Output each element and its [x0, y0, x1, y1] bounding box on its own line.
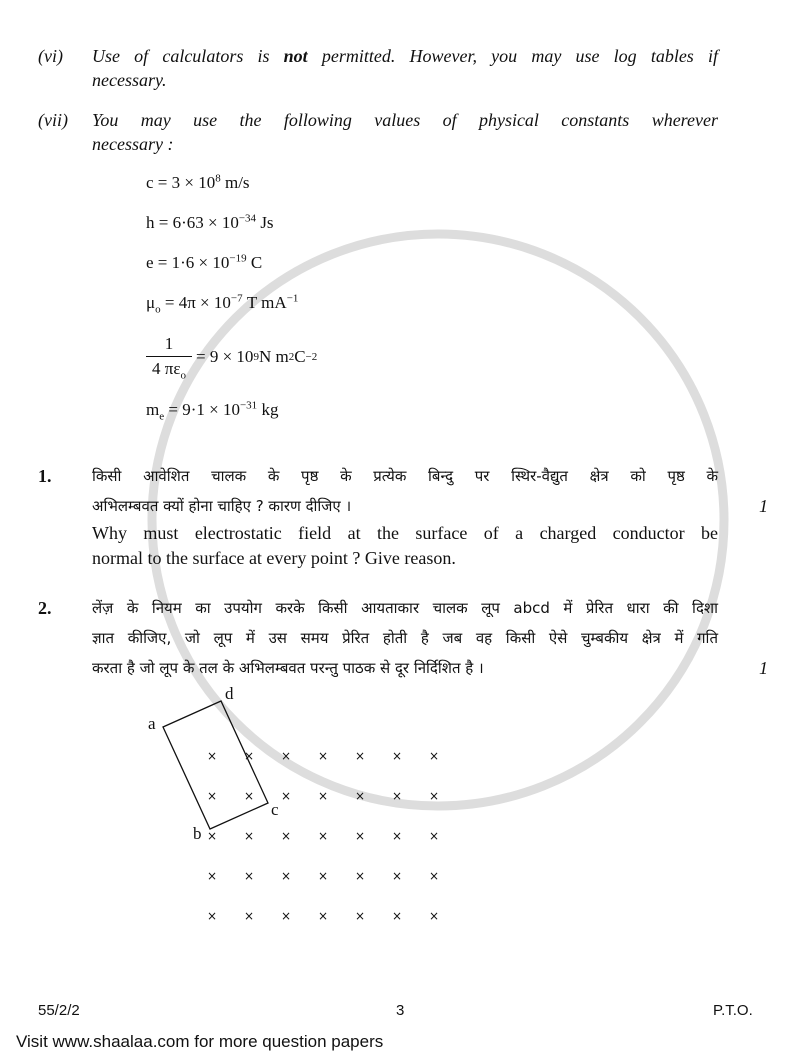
- constants-list: [146, 172, 768, 421]
- field-cross: ×: [354, 749, 366, 763]
- field-cross: ×: [391, 829, 403, 843]
- field-cross: ×: [280, 829, 292, 843]
- field-cross: ×: [317, 909, 329, 923]
- field-cross: ×: [428, 869, 440, 883]
- field-cross: ×: [206, 869, 218, 883]
- question-text-hindi: करता है जो लूप के तल के अभिलम्बवत परन्तु पाठक से दूर निर्दिशित है ।: [92, 659, 484, 677]
- field-cross: ×: [206, 909, 218, 923]
- field-cross: ×: [280, 789, 292, 803]
- question-1: [38, 461, 768, 571]
- field-cross: ×: [428, 789, 440, 803]
- field-cross: ×: [317, 789, 329, 803]
- field-cross: ×: [206, 829, 218, 843]
- field-cross: ×: [391, 789, 403, 803]
- paper-code: 55/2/2: [38, 1002, 80, 1019]
- question-2: [38, 593, 768, 683]
- page-number: 3: [396, 1002, 405, 1019]
- field-cross: ×: [206, 789, 218, 803]
- page-content: [38, 44, 768, 931]
- marks: 1: [759, 496, 768, 516]
- field-cross: ×: [243, 909, 255, 923]
- field-cross: ×: [280, 909, 292, 923]
- label-b: b: [193, 824, 202, 843]
- field-cross: ×: [428, 909, 440, 923]
- instruction-vi-line2: necessary.: [92, 70, 167, 90]
- field-cross: ×: [317, 829, 329, 843]
- field-cross: ×: [317, 869, 329, 883]
- constant-h: $h = 6\cdot 63 \times 10^{-34}$ Js: [146, 212, 274, 232]
- constant-me: $m_e = 9\cdot 1 \times 10^{-31}$ kg: [146, 399, 279, 423]
- field-cross: ×: [354, 789, 366, 803]
- field-cross: ×: [206, 749, 218, 763]
- constant-c: $c = 3 \times 10^8$ m/s: [146, 172, 250, 192]
- instruction-vii-line2: necessary :: [92, 134, 174, 154]
- question-text-hindi: ज्ञात कीजिए, जो लूप में उस समय प्रेरित होती है जब वह किसी ऐसे चुम्बकीय क्षेत्र में गति: [92, 629, 718, 647]
- field-cross: ×: [391, 869, 403, 883]
- visit-link[interactable]: Visit www.shaalaa.com for more question papers: [16, 1032, 384, 1051]
- question-text-english: Why must electrostatic field at the surface of a charged conductor be: [92, 523, 718, 543]
- label-a: a: [148, 714, 156, 733]
- instruction-number: (vii): [38, 110, 68, 130]
- field-cross: ×: [354, 909, 366, 923]
- field-cross: ×: [280, 869, 292, 883]
- field-cross: ×: [243, 789, 255, 803]
- constant-mu0: $\mu_o = 4\pi \times 10^{-7}$ T $mA^{-1}$: [146, 292, 299, 316]
- field-cross: ×: [354, 869, 366, 883]
- question-text-hindi: किसी आवेशित चालक के पृष्ठ के प्रत्येक बिन्दु पर स्थिर-वैद्युत क्षेत्र को पृष्ठ के: [92, 467, 718, 485]
- constant-e: $e = 1\cdot 6 \times 10^{-19}$ C: [146, 252, 263, 272]
- question-text-hindi: अभिलम्बवत क्यों होना चाहिए ? कारण दीजिए ।: [92, 497, 352, 515]
- field-cross: ×: [354, 829, 366, 843]
- instruction-vi: [38, 44, 768, 92]
- loop-diagram: [38, 684, 768, 931]
- field-cross: ×: [243, 869, 255, 883]
- marks: 1: [759, 658, 768, 678]
- instruction-vii: [38, 108, 768, 156]
- instruction-vii-line1: You may use the following values of physical constants wherever: [92, 110, 718, 130]
- field-cross: ×: [280, 749, 292, 763]
- instruction-number: (vi): [38, 46, 63, 66]
- question-number: 2.: [38, 598, 52, 618]
- label-d: d: [225, 684, 234, 703]
- question-text-english: normal to the surface at every point ? Give reason.: [92, 548, 456, 568]
- field-cross: ×: [391, 909, 403, 923]
- field-cross: ×: [428, 829, 440, 843]
- question-number: 1.: [38, 466, 52, 486]
- constant-k: 1 4 $\pi\varepsilon_o$ = 9 × 10 9 N m 2 C −2: [146, 332, 768, 381]
- question-text-hindi: लेंज़ के नियम का उपयोग करके किसी आयताकार चालक लूप abcd में प्रेरित धारा की दिशा: [92, 599, 718, 617]
- field-cross: ×: [243, 749, 255, 763]
- field-cross: ×: [317, 749, 329, 763]
- field-cross: ×: [428, 749, 440, 763]
- pto: P.T.O.: [713, 1002, 753, 1019]
- instruction-vi-line1: Use of calculators is not permitted. However, you may use log tables if: [92, 46, 718, 66]
- field-cross: ×: [243, 829, 255, 843]
- label-c: c: [271, 800, 279, 819]
- field-cross: ×: [391, 749, 403, 763]
